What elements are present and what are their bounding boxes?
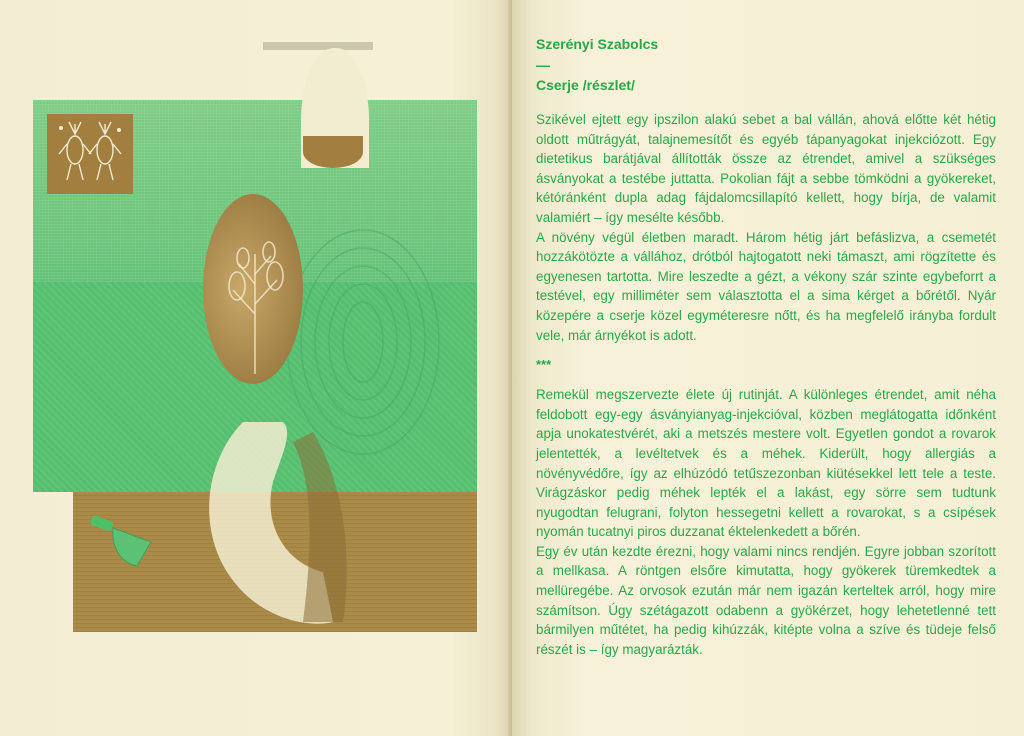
- plant-sprout-icon: [203, 194, 303, 384]
- paragraph: A növény végül életben maradt. Három hétig járt befáslizva, a csemetét hozzákötözte a vállához, drótból hajtogatott neki támaszt, ami rögzítette és egyenesen tartotta. Mire leszedte a gézt, a vékony szár szinte egybeforrt a testével, egy milliméter sem választotta el a sima kérget a bőrétől. Nyár közepére a cserje közel egyméteresre nőtt, és ha megfelelő irányba fordult vele, már árnyékot is adott.: [536, 229, 996, 343]
- brown-dome-base: [303, 136, 363, 168]
- garden-trowel-icon: [89, 512, 159, 570]
- author-name: Szerényi Szabolcs: [536, 36, 659, 52]
- print-smudge: [263, 42, 373, 50]
- paragraph: Remekül megszervezte élete új rutinját. A különleges étrendet, amit néha feldobott egy-egy ásványianyag-injekcióval, közben meglátogatta időnként apja unokatestvérét, aki a metszés mestere volt. Egyetlen gondot a rovarok jelentették, a levéltetvek és a méhek. Kiderült, hogy allergiás a növényvédőre, így az elhúzódó tetűszezonban kiütésekkel lett tele a teste. Virágzáskor pedig méhek lepték el a lakást, egy sörre sem tudtunk nyugodtan felugrani, folyton hessegetni kellett a rovarokat, s a csípések nyomán tucatnyi piros duzzanat éktelenkedett a bőrén.: [536, 387, 996, 540]
- story-text: [536, 34, 996, 659]
- mandrake-figures-icon: [47, 114, 133, 194]
- section-separator: ***: [536, 357, 552, 373]
- paragraph: Egy év után kezdte érezni, hogy valami nincs rendjén. Egyre jobban szorított a mellkasa. A röntgen elsőre kimutatta, hogy gyökerek türemkedtek a mellüregébe. Az orvosok ezután már nem igazán kerteltek arról, hogy mire számítson. Úgy szétágazott odabenn a gyökérzet, hogy lehetetlenné tett bármilyen műtétet, ha pedig kihúzzák, kitépte volna a szíve és tüdeje felső részét is – így magyarázták.: [536, 543, 996, 657]
- mandrake-tile: [47, 114, 133, 194]
- brown-oval-shape: [203, 194, 303, 384]
- paragraph: Szikével ejtett egy ipszilon alakú sebet a bal vállán, ahová előtte két hétig oldott műtrágyát, talajnemesítőt és egyéb tápanyagokat injekciózott. Egy dietetikus barátjával állították össze az étrendet, amivel a szükséges ásványokat a testébe juttatta. Pokolian fájt a sebbe tömködni a gyökereket, kétóránként dupla adag fájdalomcsillapító kellett, hogy bírja, de valamit valamiért – így mesélte később.: [536, 112, 996, 225]
- author-dash: —: [536, 57, 550, 73]
- story-title: Cserje /részlet/: [536, 77, 635, 93]
- lower-figure-shape: [183, 422, 403, 632]
- risograph-artwork: [33, 42, 477, 602]
